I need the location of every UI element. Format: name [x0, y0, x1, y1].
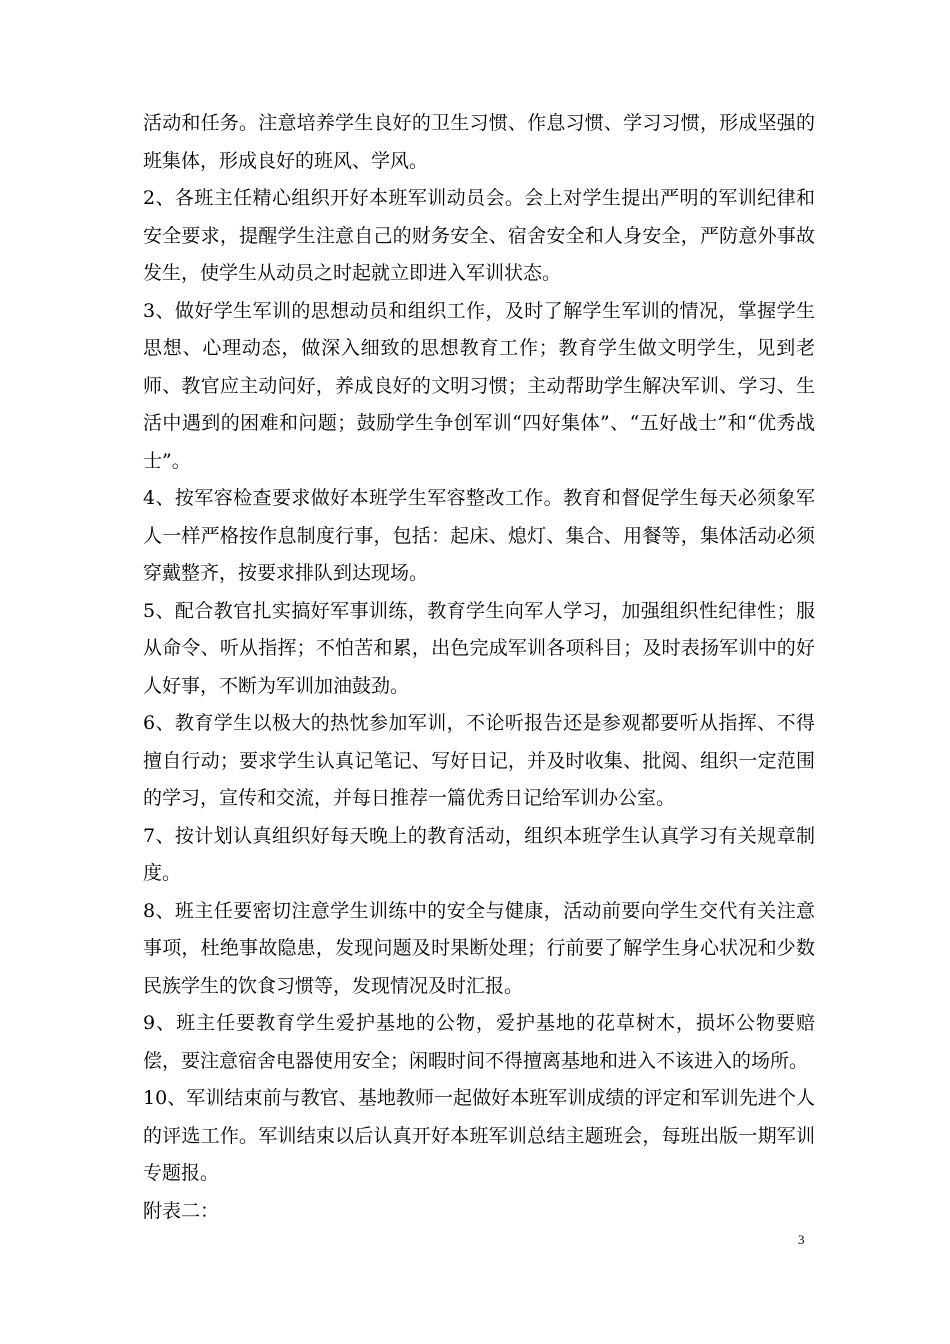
paragraph-item-5: 5、配合教官扎实搞好军事训练，教育学生向军人学习，加强组织性纪律性；服从命令、听从指挥；不怕苦和累，出色完成军训各项科目；及时表扬军训中的好人好事，不断为军训加油鼓劲。	[143, 599, 815, 697]
paragraph-item-7: 7、按计划认真组织好每天晚上的教育活动，组织本班学生认真学习有关规章制度。	[143, 824, 815, 884]
appendix-label: 附表二：	[143, 1199, 220, 1222]
paragraph-item-9: 9、班主任要教育学生爱护基地的公物，爱护基地的花草树木，损坏公物要赔偿，要注意宿舍电器使用安全；闲暇时间不得擅离基地和进入不该进入的场所。	[143, 1012, 815, 1072]
paragraph-item-8: 8、班主任要密切注意学生训练中的安全与健康，活动前要向学生交代有关注意事项，杜绝事故隐患，发现问题及时果断处理；行前要了解学生身心状况和少数民族学生的饮食习惯等，发现情况及时汇报。	[143, 899, 815, 997]
paragraph-item-6: 6、教育学生以极大的热忱参加军训，不论听报告还是参观都要听从指挥、不得擅自行动；要求学生认真记笔记、写好日记，并及时收集、批阅、组织一定范围的学习，宣传和交流，并每日推荐一篇优秀日记给军训办公室。	[143, 712, 815, 809]
paragraph-item-10: 10、军训结束前与教官、基地教师一起做好本班军训成绩的评定和军训先进个人的评选工作。军训结束以后认真开好本班军训总结主题班会，每班出版一期军训专题报。	[143, 1087, 815, 1184]
paragraph-intro: 活动和任务。注意培养学生良好的卫生习惯、作息习惯、学习习惯，形成坚强的班集体，形成良好的班风、学风。	[143, 112, 815, 172]
paragraph-item-4: 4、按军容检查要求做好本班学生军容整改工作。教育和督促学生每天必须象军人一样严格按作息制度行事，包括：起床、熄灯、集合、用餐等，集体活动必须穿戴整齐，按要求排队到达现场。	[143, 487, 815, 584]
paragraph-item-2: 2、各班主任精心组织开好本班军训动员会。会上对学生提出严明的军训纪律和安全要求，提醒学生注意自己的财务安全、宿舍安全和人身安全，严防意外事故发生，使学生从动员之时起就立即进入军训状态。	[143, 187, 815, 284]
page-number: 3	[798, 1232, 805, 1247]
paragraph-item-3: 3、做好学生军训的思想动员和组织工作，及时了解学生军训的情况，掌握学生思想、心理动态，做深入细致的思想教育工作；教育学生做文明学生，见到老师、教官应主动问好，养成良好的文明习惯；主动帮助学生解决军训、学习、生活中遇到的困难和问题；鼓励学生争创军训“四好集体”、“五好战士”和“优秀战士”。	[143, 299, 815, 472]
document-body	[143, 105, 815, 1230]
